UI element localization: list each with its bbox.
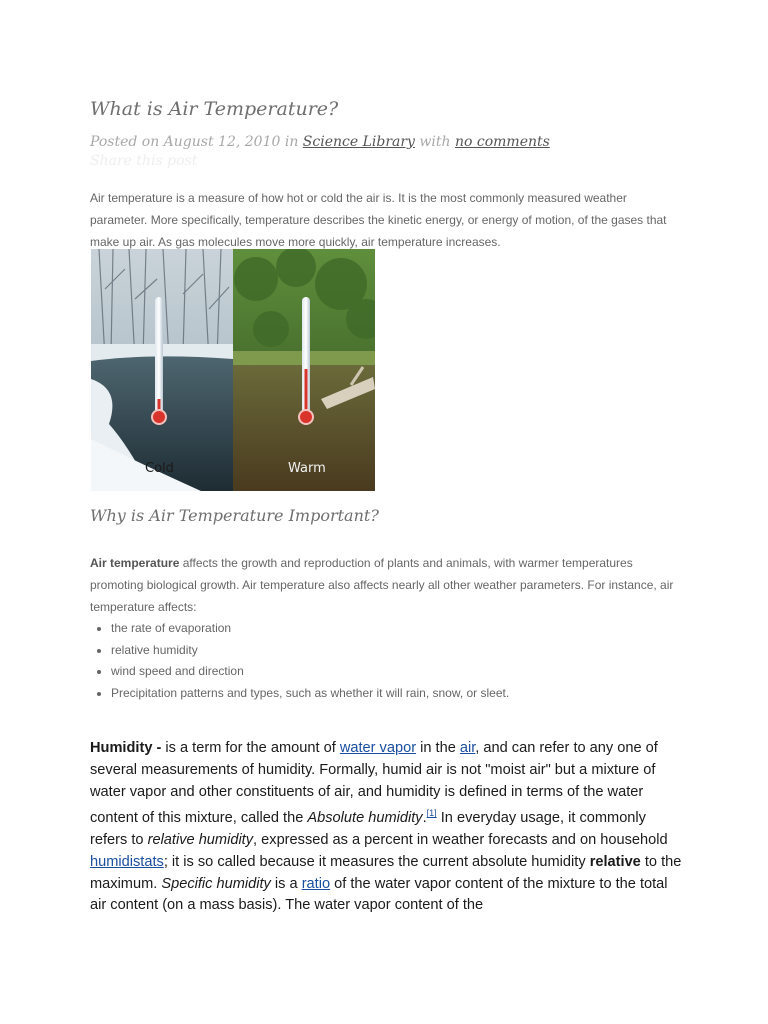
cold-label: Cold	[145, 461, 174, 476]
intro-paragraph: Air temperature is a measure of how hot or cold the air is. It is the most commonly measured weather parameter. More specifically, temperature describes the kinetic energy, or energy of motion, of the gases that make up air. As gas molecules move more quickly, air temperature increases.	[90, 191, 667, 249]
text-run: to the maximum.	[90, 853, 682, 892]
list-item: • the rate of evaporation	[111, 618, 701, 640]
water-vapor-link[interactable]: water vapor	[339, 740, 417, 756]
ratio-link[interactable]: ratio	[301, 875, 331, 892]
post-meta	[90, 134, 550, 150]
list-item: • wind speed and direction	[111, 661, 701, 683]
text-run: is a	[270, 875, 302, 892]
text-run: .	[422, 810, 427, 827]
list-item: • Precipitation patterns and types, such as whether it will rain, snow, or sleet.	[111, 683, 701, 705]
text-run: , and can refer to any one of several measurements of humidity. Formally, humid air is not "moist air" but a mixture of water vapor and other constituents of air, and humidity is defined in terms of the water content of this mixture, called the	[90, 740, 658, 827]
share-link[interactable]: Share this post	[90, 153, 198, 169]
warm-label: Warm	[288, 461, 326, 476]
relative-bold-term: relative	[589, 853, 641, 870]
section-paragraph	[90, 552, 680, 618]
list-item: • relative humidity	[111, 640, 701, 662]
text-run: in the	[416, 740, 460, 756]
humidistats-link[interactable]: humidistats	[90, 853, 164, 870]
lead-text: affects the growth and reproduction of plants and animals, with warmer temperatures promoting biological growth. Air temperature also affects nearly all other weather parameters. For instance, air temperature affects:	[90, 556, 674, 614]
humidity-term: Humidity -	[90, 740, 162, 756]
air-link[interactable]: air	[459, 740, 476, 756]
meta-with: with	[414, 134, 455, 150]
specific-humidity-term: Specific humidity	[161, 875, 271, 892]
post-date: Posted on August 12, 2010 in	[90, 134, 303, 150]
lead-bold-term: Air temperature	[90, 556, 180, 570]
effects-list	[90, 618, 701, 704]
section-title: Why is Air Temperature Important?	[90, 506, 379, 525]
category-link[interactable]: Science Library	[302, 134, 415, 150]
post-title: What is Air Temperature?	[90, 98, 339, 120]
comments-link[interactable]: no comments	[454, 134, 550, 150]
text-run: In everyday usage, it commonly refers to	[90, 810, 646, 849]
text-run: is a term for the amount of	[161, 740, 340, 756]
text-run: , expressed as a percent in weather forecasts and on household	[253, 832, 668, 849]
text-run: of the water vapor content of the mixture to the total air content (on a mass basis). The water vapor content of the	[90, 875, 668, 914]
absolute-humidity-term: Absolute humidity	[307, 810, 423, 827]
humidity-paragraph	[90, 738, 682, 917]
text-run: ; it is so called because it measures the current absolute humidity	[163, 853, 590, 870]
relative-humidity-term: relative humidity	[147, 832, 254, 849]
cold-warm-thermometer-image	[91, 249, 375, 491]
reference-link[interactable]: [1]	[426, 808, 437, 819]
